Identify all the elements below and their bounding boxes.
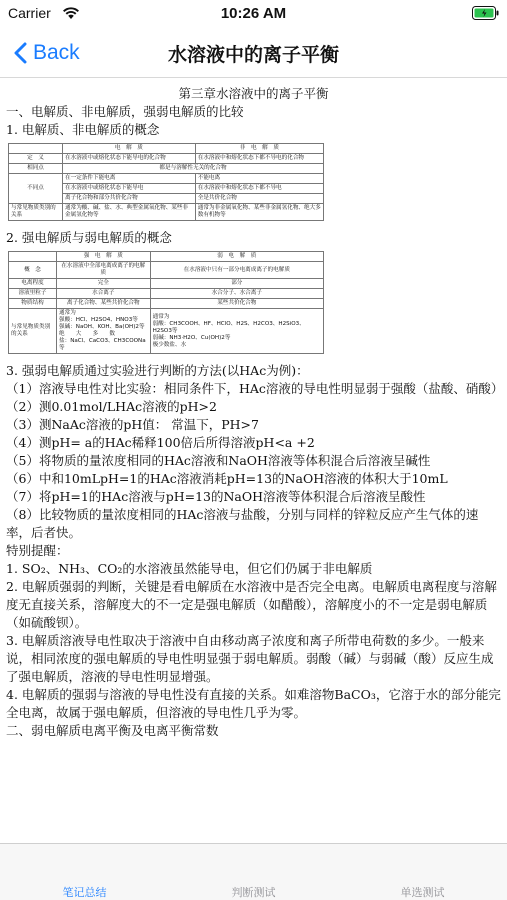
- table-cell: 完全: [57, 279, 151, 289]
- paragraph: 3. 强弱电解质通过实验进行判断的方法(以HAc为例)：: [6, 363, 309, 378]
- table-row: [9, 204, 324, 221]
- table-cell: 通常为 强酸：HCl、H2SO4、HNO3等 强碱：NaOH、KOH、Ba(OH)2等 绝 大 多 数 盐：NaCl、CaCO3、CH3COONa等: [57, 309, 151, 354]
- electrolyte-comparison-table: [8, 143, 324, 221]
- carrier-label: Carrier: [8, 5, 51, 21]
- table-cell: 定 义: [9, 154, 63, 164]
- table-cell: 在水溶液中或熔化状态下能导电的化合物: [63, 154, 196, 164]
- table-cell: 与常见物质类别的关系: [9, 309, 57, 354]
- table-cell: 在水溶液中全部电离成离子的电解质: [57, 262, 151, 279]
- tab-notes-summary[interactable]: 笔记总结: [62, 886, 107, 899]
- table-row: [9, 154, 324, 164]
- table-cell: 概 念: [9, 262, 57, 279]
- table-cell: 在水溶液中或熔化状态下能导电: [63, 184, 196, 194]
- paragraph: （1）溶液导电性对比实验：相同条件下，HAc溶液的导电性明显弱于强酸（盐酸、硝酸）: [6, 381, 504, 396]
- table-cell: 部分: [150, 279, 323, 289]
- table-cell: 都是与溶解性无关的化合物: [63, 164, 324, 174]
- table-row: [9, 289, 324, 299]
- table-cell: 电离程度: [9, 279, 57, 289]
- battery-icon: [472, 6, 499, 20]
- table-cell: 溶液里粒子: [9, 289, 57, 299]
- paragraph: 1. SO₂、NH₃、CO₂的水溶液虽然能导电，但它们仍属于非电解质: [6, 561, 373, 576]
- table-cell: 在水溶液中和熔化状态下都不导电: [195, 184, 323, 194]
- tab-bar: [0, 843, 507, 900]
- tab-true-false-test[interactable]: 判断测试: [231, 886, 276, 899]
- table-cell: 物质结构: [9, 299, 57, 309]
- navigation-bar: [0, 28, 507, 78]
- table-row: [9, 309, 324, 354]
- paragraph: 2. 电解质强弱的判断，关键是看电解质在水溶液中是否完全电离。电解质电离程度与溶解度无直接关系，溶解度大的不一定是强电解质（如醋酸），溶解度小的不一定是弱电解质（如硫酸钡）。: [6, 579, 497, 630]
- table-cell: 通常为 弱酸：CH3COOH、HF、HClO、H2S、H2CO3、H2SiO3、H2SO3等 弱碱：NH3·H2O、Cu(OH)2等 极少数盐、水: [150, 309, 323, 354]
- table-cell: 水合分子、水合离子: [150, 289, 323, 299]
- tab-single-choice-test[interactable]: 单选测试: [400, 886, 445, 899]
- subsection-heading: 2. 强电解质与弱电解质的概念: [6, 230, 172, 245]
- table-cell: 电 解 质: [63, 144, 196, 154]
- table-row: [9, 299, 324, 309]
- page-title: 水溶液中的离子平衡: [167, 44, 339, 66]
- table-row: [9, 164, 324, 174]
- table-cell: 离子化合物和部分共价化合物: [63, 194, 196, 204]
- table-cell: 水合离子: [57, 289, 151, 299]
- table-cell: 不同点: [9, 174, 63, 204]
- table-row: [9, 262, 324, 279]
- section-heading: 二、弱电解质电离平衡及电离平衡常数: [6, 723, 219, 738]
- paragraph: （4）测pH= a的HAc稀释100倍后所得溶液pH<a +2: [6, 435, 315, 450]
- strong-weak-electrolyte-table: [8, 251, 324, 354]
- table-cell: 弱 电 解 质: [150, 252, 323, 262]
- table-cell: 在水溶液中和熔化状态下都不导电的化合物: [195, 154, 323, 164]
- paragraph: 4. 电解质的强弱与溶液的导电性没有直接的关系。如难溶物BaCO₃，它溶于水的部分能完全电离，故属于强电解质，但溶液的导电性几乎为零。: [6, 687, 501, 720]
- table-header-row: [9, 144, 324, 154]
- table-cell: 不能电离: [195, 174, 323, 184]
- paragraph: （7）将pH=1的HAc溶液与pH=13的NaOH溶液等体积混合后溶液呈酸性: [6, 489, 426, 504]
- table-cell: 非 电 解 质: [195, 144, 323, 154]
- table-row: [9, 174, 324, 184]
- table-cell: 在一定条件下能电离: [63, 174, 196, 184]
- table-cell: 在水溶液中只有一部分电离成离子的电解质: [150, 262, 323, 279]
- notes-content[interactable]: [0, 79, 507, 843]
- table-cell: 某些共价化合物: [150, 299, 323, 309]
- table-cell: 离子化合物、某些共价化合物: [57, 299, 151, 309]
- clock: 10:26 AM: [220, 5, 287, 22]
- paragraph: （8）比较物质的量浓度相同的HAc溶液与盐酸，分别与同样的锌粒反应产生气体的速率，后者快。: [6, 507, 479, 540]
- table-header-row: [9, 252, 324, 262]
- table-cell: 相同点: [9, 164, 63, 174]
- table-cell: [9, 144, 63, 154]
- table-row: [9, 279, 324, 289]
- table-cell: 强 电 解 质: [57, 252, 151, 262]
- table-cell: [9, 252, 57, 262]
- chapter-title: 第三章水溶液中的离子平衡: [178, 86, 329, 101]
- table-cell: 与常见物质类别的关系: [9, 204, 63, 221]
- paragraph: （5）将物质的量浓度相同的HAc溶液和NaOH溶液等体积混合后溶液呈碱性: [6, 453, 431, 468]
- paragraph: （2）测0.01mol/LHAc溶液的pH>2: [6, 399, 217, 414]
- paragraph: 3. 电解质溶液导电性取决于溶液中自由移动离子浓度和离子所带电荷数的多少。一般来说，相同浓度的强电解质的导电性明显强于弱电解质。弱酸（碱）与弱碱（酸）反应生成了强电解质，溶液的导电性明显增强。: [6, 633, 494, 684]
- paragraph: （6）中和10mLpH=1的HAc溶液消耗pH=13的NaOH溶液的体积大于10mL: [6, 471, 448, 486]
- paragraph: （3）测NaAc溶液的pH值： 常温下，PH>7: [6, 417, 259, 432]
- table-cell: 通常为非金属氧化物、某些非金属氢化物、绝大多数有机物等: [195, 204, 323, 221]
- paragraph: 特别提醒：: [6, 543, 69, 558]
- status-bar: [0, 0, 507, 28]
- section-heading: 一、电解质、非电解质，强弱电解质的比较: [6, 104, 244, 119]
- subsection-heading: 1. 电解质、非电解质的概念: [6, 122, 160, 137]
- table-cell: 全是共价化合物: [195, 194, 323, 204]
- back-label: Back: [33, 41, 80, 64]
- table-cell: 通常为酸、碱、盐、水、典型金属氧化物、某些非金属氢化物等: [63, 204, 196, 221]
